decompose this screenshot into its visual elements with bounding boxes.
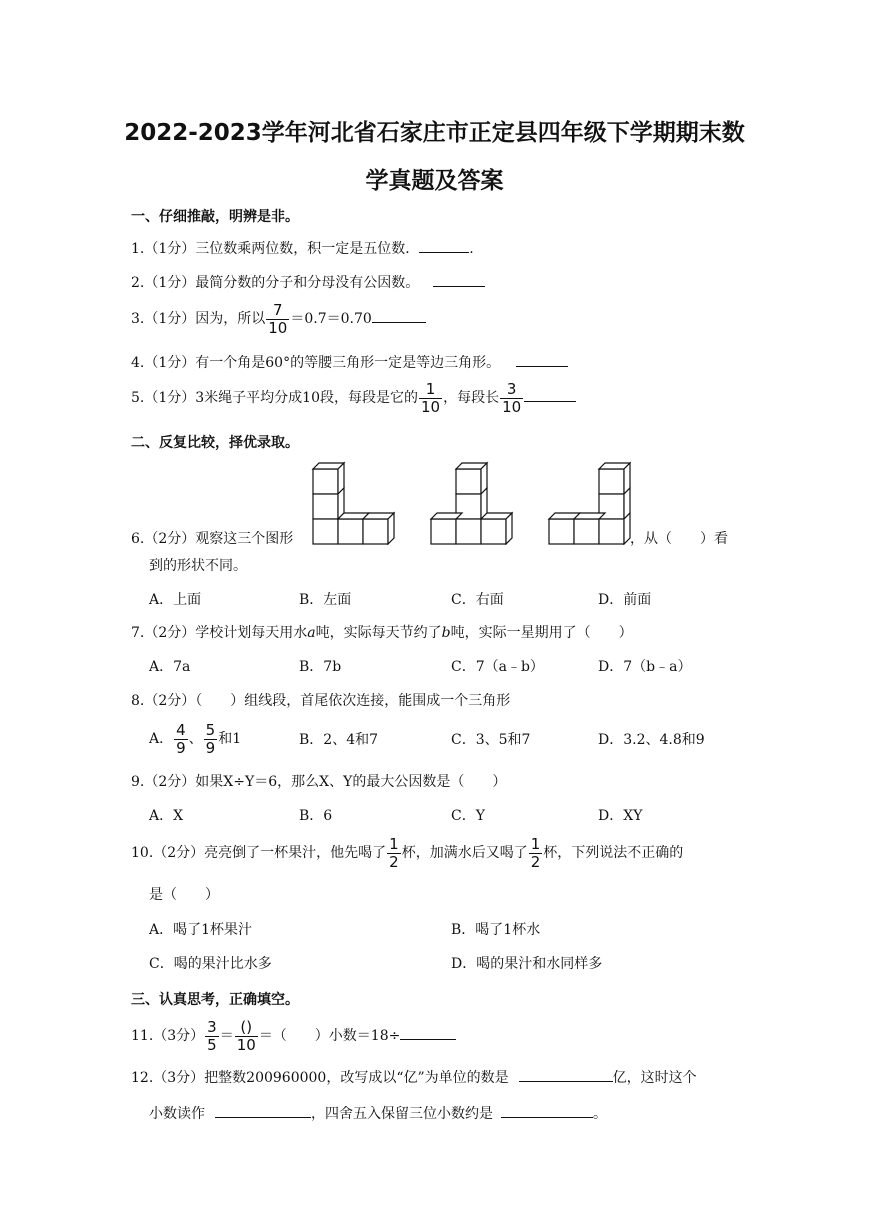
fraction: $\frac{1}{2}$ — [389, 834, 399, 871]
option-a[interactable]: A．X — [149, 808, 184, 824]
answer-blank[interactable] — [516, 352, 568, 367]
question-9: 9.（2分）如果X÷Y＝6，那么X、Y的最大公因数是（ ） — [131, 774, 507, 790]
answer-blank[interactable] — [519, 1067, 613, 1082]
fraction: $\frac{()}{10}$ — [236, 1017, 256, 1054]
option-d[interactable]: D．7（b﹣a） — [598, 659, 692, 675]
answer-blank[interactable] — [501, 1103, 593, 1118]
question-6-tail: ，从（ ）看 — [630, 531, 728, 547]
option-c[interactable]: C．Y — [451, 808, 485, 824]
option-c[interactable]: C．喝的果汁比水多 — [149, 956, 272, 972]
option-d[interactable]: D．喝的果汁和水同样多 — [451, 956, 603, 972]
question-8: 8.（2分）（ ）组线段，首尾依次连接，能围成一个三角形 — [131, 693, 511, 709]
question-5: 5.（1分）3米绳子平均分成10段，每段是它的 $\frac{1}{10}$ ，每段长 $\frac{3}{10}$ — [131, 380, 576, 416]
fraction: $\frac{7}{10}$ — [268, 300, 288, 337]
question-6-continuation: 到的形状不同。 — [149, 558, 247, 574]
page-title-line-1: 2022-2023学年河北省石家庄市正定县四年级下学期期末数 — [124, 120, 745, 146]
question-3: 3.（1分）因为，所以 $\frac{7}{10}$ ＝0.7＝0.70 — [131, 301, 426, 337]
cube-figure-2 — [427, 459, 513, 545]
option-d[interactable]: D．3.2、4.8和9 — [598, 732, 705, 748]
option-a[interactable]: A． $\frac{4}{9}$ 、 $\frac{5}{9}$ 和1 — [149, 720, 242, 757]
question-10-continuation: 是（ ） — [149, 887, 219, 903]
fraction: $\frac{1}{10}$ — [421, 379, 441, 416]
question-12-continuation: 小数读作 ，四舍五入保留三位小数约是 。 — [149, 1103, 607, 1124]
question-2 — [131, 272, 485, 293]
question-12: 12.（3分）把整数200960000，改写成以“亿”为单位的数是 亿，这时这个 — [131, 1067, 697, 1088]
option-a[interactable]: A．7a — [149, 659, 191, 675]
question-2-text: 2.（1分）最简分数的分子和分母没有公因数。 — [131, 275, 420, 291]
option-c[interactable]: C．右面 — [451, 592, 504, 608]
question-6-text: 6.（2分）观察这三个图形 — [131, 531, 294, 547]
answer-blank[interactable] — [419, 238, 469, 253]
question-10: 10.（2分）亮亮倒了一杯果汁，他先喝了 $\frac{1}{2}$ 杯，加满水后又喝了 $\frac{1}{2}$ 杯，下列说法不正确的 — [131, 834, 684, 871]
question-11: 11.（3分） $\frac{3}{5}$ ＝ $\frac{()}{10}$ ＝（ ）小数＝18÷ — [131, 1017, 456, 1055]
option-b[interactable]: B．6 — [299, 808, 333, 824]
section-heading-1: 一、仔细推敲，明辨是非。 — [131, 209, 299, 225]
answer-blank[interactable] — [524, 387, 576, 402]
answer-blank[interactable] — [372, 308, 426, 323]
question-4-text: 4.（1分）有一个角是60°的等腰三角形一定是等边三角形。 — [131, 355, 501, 371]
fraction: $\frac{3}{10}$ — [502, 379, 522, 416]
option-c[interactable]: C．7（a﹣b） — [451, 659, 544, 675]
section-heading-3: 三、认真思考，正确填空。 — [131, 992, 299, 1008]
section-heading-2: 二、反复比较，择优录取。 — [131, 435, 299, 451]
option-b[interactable]: B．7b — [299, 659, 342, 675]
option-d[interactable]: D．前面 — [598, 592, 652, 608]
option-b[interactable]: B．喝了1杯水 — [451, 922, 541, 938]
cube-figure-3 — [545, 459, 631, 545]
fraction: $\frac{3}{5}$ — [207, 1017, 217, 1054]
option-b[interactable]: B．2、4和7 — [299, 732, 379, 748]
cube-figure-1 — [309, 459, 395, 545]
option-b[interactable]: B．左面 — [299, 592, 352, 608]
question-1: 1.（1分）三位数乘两位数，积一定是五位数． . — [131, 238, 474, 259]
option-a[interactable]: A．上面 — [149, 592, 202, 608]
question-6 — [131, 529, 293, 549]
answer-blank[interactable] — [433, 272, 485, 287]
answer-blank[interactable] — [400, 1025, 456, 1040]
fraction: $\frac{1}{2}$ — [530, 834, 541, 871]
question-1-text: 1.（1分）三位数乘两位数，积一定是五位数． — [131, 241, 420, 257]
option-c[interactable]: C．3、5和7 — [451, 732, 531, 748]
answer-blank[interactable] — [215, 1103, 311, 1118]
question-7: 7.（2分）学校计划每天用水a吨，实际每天节约了b吨，实际一星期用了（ ） — [131, 625, 633, 641]
page-title-line-2: 学真题及答案 — [365, 168, 504, 194]
option-d[interactable]: D．XY — [598, 808, 643, 824]
question-4 — [131, 352, 568, 373]
option-a[interactable]: A．喝了1杯果汁 — [149, 922, 253, 938]
